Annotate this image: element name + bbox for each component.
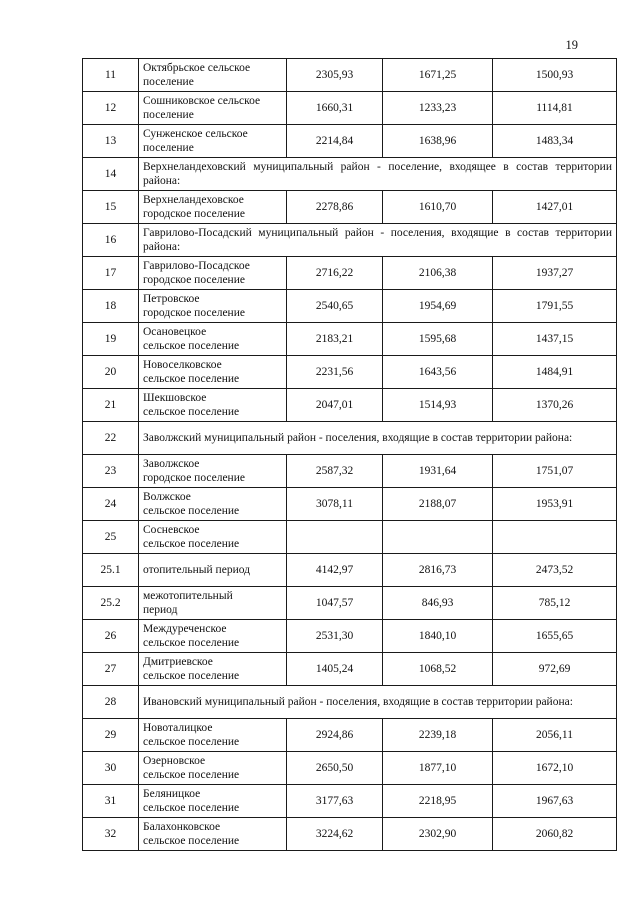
table-row: [83, 521, 617, 554]
row-number: 24: [83, 488, 139, 521]
row-number: 25.2: [83, 587, 139, 620]
settlement-name-line: Дмитриевское: [143, 656, 213, 668]
value-cell-1: 3177,63: [287, 785, 383, 818]
settlement-name-line: Осановецкое: [143, 326, 207, 338]
row-number: 21: [83, 389, 139, 422]
settlement-name-line: сельское поселение: [143, 670, 240, 682]
settlement-name: [139, 455, 287, 488]
district-title: Гаврилово-Посадский муниципальный район - поселения, входящие в состав территории района:: [139, 224, 617, 257]
settlement-name-line: городское поселение: [143, 274, 245, 286]
value-cell-3: 1370,26: [493, 389, 617, 422]
settlement-name: [139, 389, 287, 422]
table-row: [83, 191, 617, 224]
settlement-name-line: Новоталицкое: [143, 722, 213, 734]
district-header-row: [83, 158, 617, 191]
settlement-name: [139, 191, 287, 224]
value-cell-2: 1514,93: [383, 389, 493, 422]
settlement-name-line: поселение: [143, 109, 194, 121]
settlement-name-line: Шекшовское: [143, 392, 207, 404]
settlement-name-line: Сошниковское сельское: [143, 95, 261, 107]
value-cell-3: 1655,65: [493, 620, 617, 653]
settlement-name: [139, 719, 287, 752]
value-cell-1: 4142,97: [287, 554, 383, 587]
table-row: [83, 59, 617, 92]
value-cell-2: 1671,25: [383, 59, 493, 92]
settlement-name: [139, 653, 287, 686]
settlement-name-line: Октябрьское сельское: [143, 62, 251, 74]
settlement-name-line: сельское поселение: [143, 835, 240, 847]
row-number: 28: [83, 686, 139, 719]
value-cell-2: 2106,38: [383, 257, 493, 290]
table-row: [83, 389, 617, 422]
settlement-name: [139, 554, 287, 587]
value-cell-2: 1954,69: [383, 290, 493, 323]
settlement-name: [139, 620, 287, 653]
settlement-name: [139, 785, 287, 818]
value-cell-3: 1484,91: [493, 356, 617, 389]
value-cell-3: 1937,27: [493, 257, 617, 290]
table-row: [83, 752, 617, 785]
table-row: [83, 653, 617, 686]
district-title: Заволжский муниципальный район - поселения, входящие в состав территории района:: [139, 422, 617, 455]
value-cell-2: 1840,10: [383, 620, 493, 653]
settlement-name-line: поселение: [143, 76, 194, 88]
settlement-name-line: Беляницкое: [143, 788, 201, 800]
row-number: 25.1: [83, 554, 139, 587]
settlement-name: [139, 59, 287, 92]
settlement-name: [139, 818, 287, 851]
value-cell-2: 1931,64: [383, 455, 493, 488]
settlement-name-line: Петровское: [143, 293, 200, 305]
settlement-name-line: городское поселение: [143, 208, 245, 220]
settlement-name-line: сельское поселение: [143, 505, 240, 517]
value-cell-2: [383, 521, 493, 554]
row-number: 15: [83, 191, 139, 224]
value-cell-3: 785,12: [493, 587, 617, 620]
value-cell-1: 2587,32: [287, 455, 383, 488]
value-cell-2: 846,93: [383, 587, 493, 620]
table-row: [83, 356, 617, 389]
table-row: [83, 587, 617, 620]
value-cell-3: 1672,10: [493, 752, 617, 785]
settlement-name-line: отопительный период: [143, 564, 250, 576]
district-header-row: [83, 422, 617, 455]
settlement-name: [139, 323, 287, 356]
page-number: 19: [565, 38, 578, 52]
table-row: [83, 719, 617, 752]
settlement-name: [139, 752, 287, 785]
value-cell-2: 2302,90: [383, 818, 493, 851]
value-cell-3: 1500,93: [493, 59, 617, 92]
district-title: Верхнеландеховский муниципальный район - поселение, входящее в состав территории района:: [139, 158, 617, 191]
settlement-name: [139, 587, 287, 620]
table-body: [83, 59, 617, 851]
value-cell-1: 1405,24: [287, 653, 383, 686]
row-number: 30: [83, 752, 139, 785]
value-cell-1: 2278,86: [287, 191, 383, 224]
table-row: [83, 290, 617, 323]
settlement-name-line: поселение: [143, 142, 194, 154]
value-cell-1: 2231,56: [287, 356, 383, 389]
settlement-name: [139, 356, 287, 389]
row-number: 22: [83, 422, 139, 455]
table-row: [83, 620, 617, 653]
row-number: 16: [83, 224, 139, 257]
value-cell-3: 1437,15: [493, 323, 617, 356]
value-cell-2: 2239,18: [383, 719, 493, 752]
settlement-name-line: Сосневское: [143, 524, 200, 536]
value-cell-3: 1751,07: [493, 455, 617, 488]
settlement-name-line: сельское поселение: [143, 340, 240, 352]
table-row: [83, 323, 617, 356]
settlement-name: [139, 290, 287, 323]
row-number: 17: [83, 257, 139, 290]
table-row: [83, 488, 617, 521]
value-cell-3: 1483,34: [493, 125, 617, 158]
value-cell-2: 2188,07: [383, 488, 493, 521]
settlement-name: [139, 488, 287, 521]
settlement-name: [139, 257, 287, 290]
table-row: [83, 818, 617, 851]
value-cell-2: 2816,73: [383, 554, 493, 587]
value-cell-1: 1660,31: [287, 92, 383, 125]
row-number: 11: [83, 59, 139, 92]
settlement-name-line: сельское поселение: [143, 802, 240, 814]
row-number: 19: [83, 323, 139, 356]
settlement-name-line: городское поселение: [143, 472, 245, 484]
value-cell-1: 2650,50: [287, 752, 383, 785]
settlement-name-line: сельское поселение: [143, 637, 240, 649]
settlement-name: [139, 92, 287, 125]
value-cell-1: 2531,30: [287, 620, 383, 653]
settlement-name-line: сельское поселение: [143, 538, 240, 550]
table-row: [83, 92, 617, 125]
value-cell-3: 1114,81: [493, 92, 617, 125]
settlement-name-line: Новоселковское: [143, 359, 222, 371]
value-cell-1: 1047,57: [287, 587, 383, 620]
value-cell-3: 1427,01: [493, 191, 617, 224]
value-cell-1: 2214,84: [287, 125, 383, 158]
table-row: [83, 785, 617, 818]
district-header-row: [83, 224, 617, 257]
district-title: Ивановский муниципальный район - поселения, входящие в состав территории района:: [139, 686, 617, 719]
value-cell-3: 1953,91: [493, 488, 617, 521]
row-number: 13: [83, 125, 139, 158]
settlement-name-line: Сунженское сельское: [143, 128, 248, 140]
value-cell-1: 2305,93: [287, 59, 383, 92]
value-cell-3: 972,69: [493, 653, 617, 686]
row-number: 23: [83, 455, 139, 488]
table-row: [83, 257, 617, 290]
value-cell-1: 2540,65: [287, 290, 383, 323]
settlement-name-line: Гаврилово-Посадское: [143, 260, 250, 272]
table-row: [83, 125, 617, 158]
row-number: 20: [83, 356, 139, 389]
value-cell-3: 1967,63: [493, 785, 617, 818]
table-row: [83, 455, 617, 488]
row-number: 32: [83, 818, 139, 851]
row-number: 18: [83, 290, 139, 323]
value-cell-2: 1638,96: [383, 125, 493, 158]
value-cell-2: 1643,56: [383, 356, 493, 389]
value-cell-1: 2183,21: [287, 323, 383, 356]
value-cell-2: 1068,52: [383, 653, 493, 686]
settlement-name-line: Волжское: [143, 491, 191, 503]
value-cell-2: 1233,23: [383, 92, 493, 125]
settlement-name-line: сельское поселение: [143, 736, 240, 748]
row-number: 26: [83, 620, 139, 653]
value-cell-3: [493, 521, 617, 554]
row-number: 27: [83, 653, 139, 686]
value-cell-1: 3224,62: [287, 818, 383, 851]
tariff-table: [82, 58, 617, 851]
value-cell-3: 2473,52: [493, 554, 617, 587]
value-cell-2: 1877,10: [383, 752, 493, 785]
value-cell-1: [287, 521, 383, 554]
settlement-name: [139, 521, 287, 554]
value-cell-3: 1791,55: [493, 290, 617, 323]
value-cell-1: 2716,22: [287, 257, 383, 290]
row-number: 25: [83, 521, 139, 554]
settlement-name-line: Междуреченское: [143, 623, 227, 635]
settlement-name-line: Озерновское: [143, 755, 206, 767]
settlement-name-line: Заволжское: [143, 458, 200, 470]
value-cell-3: 2056,11: [493, 719, 617, 752]
settlement-name-line: сельское поселение: [143, 406, 240, 418]
row-number: 31: [83, 785, 139, 818]
row-number: 14: [83, 158, 139, 191]
settlement-name-line: период: [143, 604, 178, 616]
value-cell-2: 2218,95: [383, 785, 493, 818]
value-cell-1: 2047,01: [287, 389, 383, 422]
settlement-name-line: сельское поселение: [143, 769, 240, 781]
value-cell-1: 3078,11: [287, 488, 383, 521]
row-number: 12: [83, 92, 139, 125]
table-row: [83, 554, 617, 587]
value-cell-2: 1610,70: [383, 191, 493, 224]
settlement-name-line: городское поселение: [143, 307, 245, 319]
value-cell-3: 2060,82: [493, 818, 617, 851]
value-cell-1: 2924,86: [287, 719, 383, 752]
settlement-name-line: Балахонковское: [143, 821, 221, 833]
settlement-name-line: межотопительный: [143, 590, 233, 602]
row-number: 29: [83, 719, 139, 752]
settlement-name-line: Верхнеландеховское: [143, 194, 244, 206]
district-header-row: [83, 686, 617, 719]
settlement-name-line: сельское поселение: [143, 373, 240, 385]
settlement-name: [139, 125, 287, 158]
value-cell-2: 1595,68: [383, 323, 493, 356]
